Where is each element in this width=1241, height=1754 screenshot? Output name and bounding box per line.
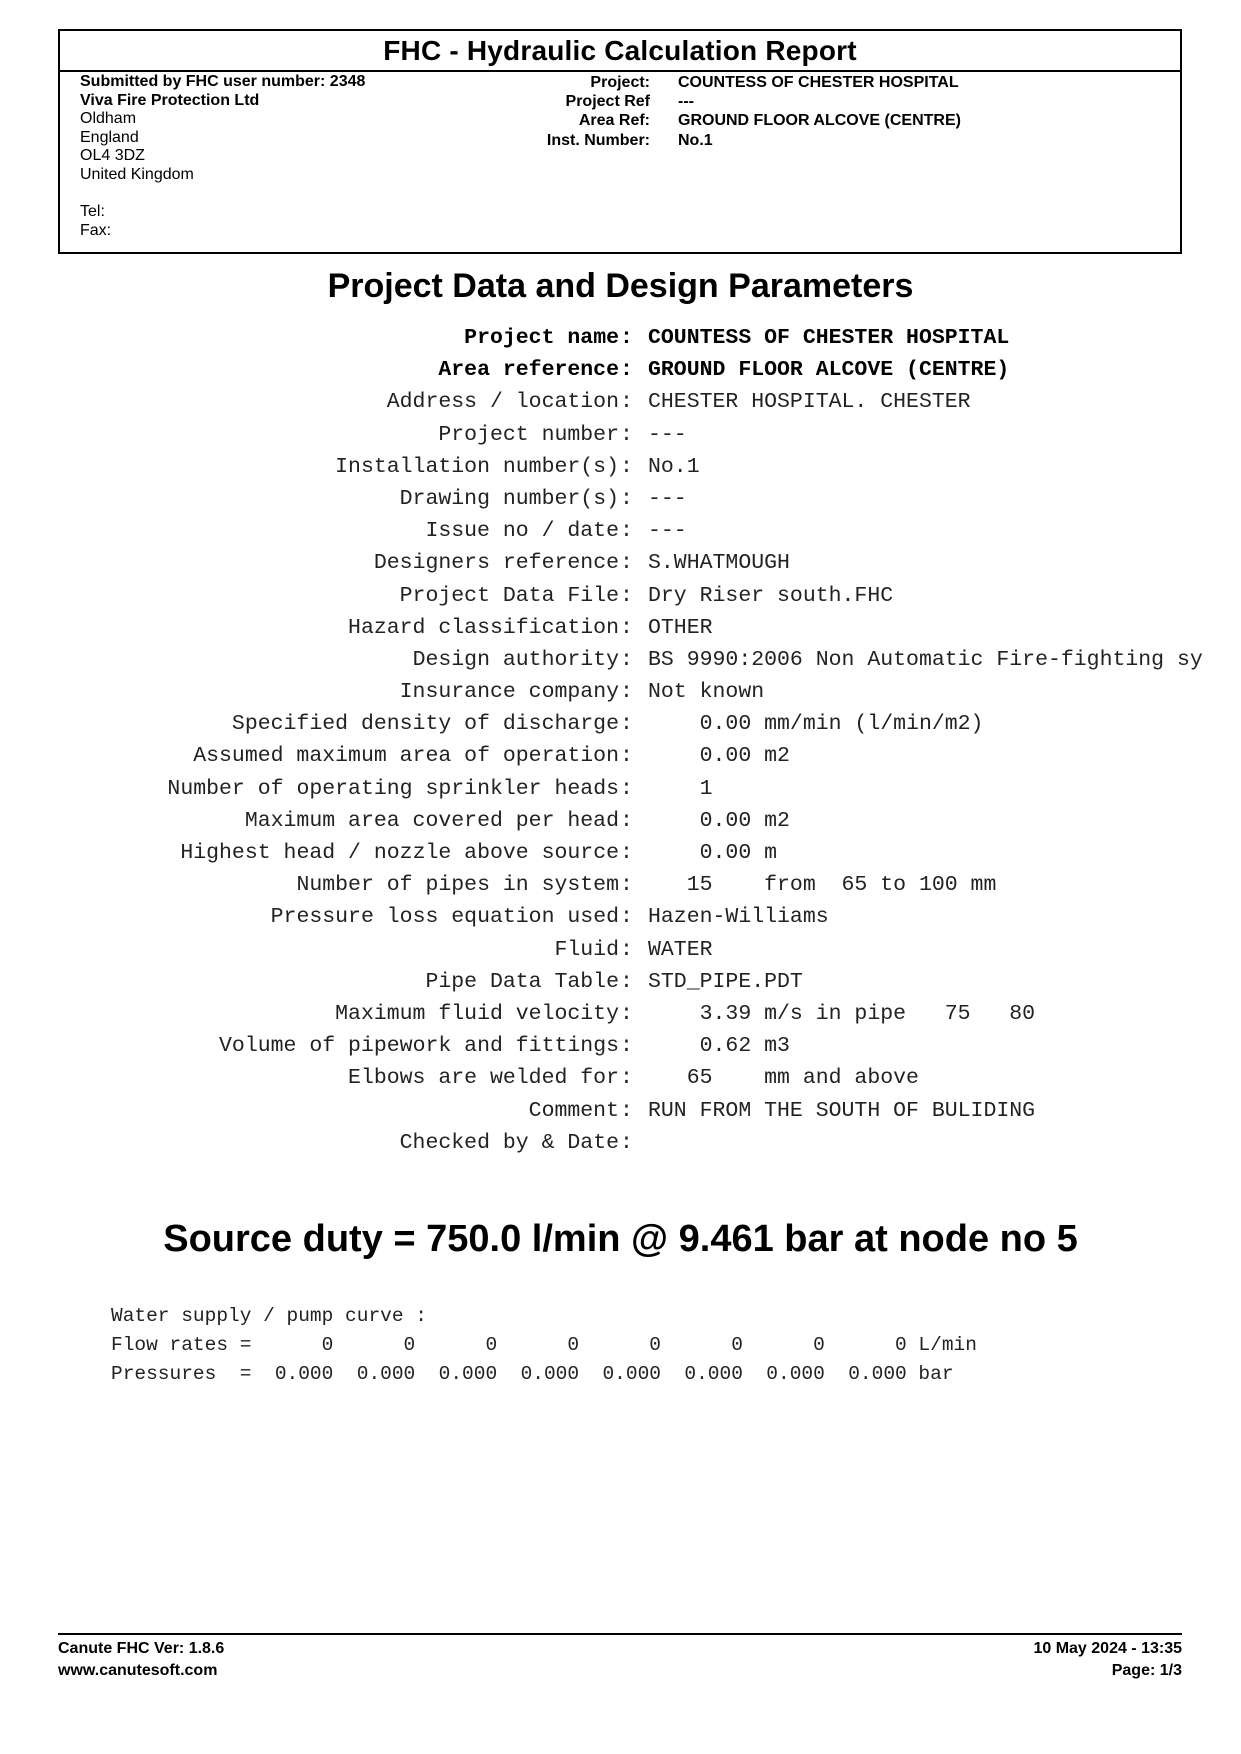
parameter-row	[0, 644, 1241, 676]
parameter-label: Specified density of discharge	[231, 712, 619, 737]
area-ref-label: Area Ref:	[578, 112, 650, 130]
parameter-separator: :	[620, 841, 633, 865]
parameter-label: Pressure loss equation used	[270, 905, 619, 930]
parameter-row	[0, 1030, 1241, 1062]
parameter-row	[0, 1062, 1241, 1094]
parameter-row	[0, 901, 1241, 933]
parameter-separator: :	[620, 583, 633, 608]
parameter-value: 0.00 m	[648, 841, 778, 865]
parameter-row	[0, 419, 1241, 451]
water-supply-block	[111, 1302, 977, 1389]
parameter-row	[0, 869, 1241, 901]
parameter-label: Issue no / date	[425, 519, 619, 544]
parameter-value: OTHER	[648, 615, 713, 640]
parameter-separator: :	[620, 422, 633, 447]
parameter-value: Hazen-Williams	[648, 905, 829, 930]
parameter-label: Installation number(s)	[335, 454, 619, 479]
parameter-label: Pipe Data Table	[425, 969, 619, 994]
parameter-row	[0, 483, 1241, 515]
parameter-value: ---	[648, 486, 687, 511]
parameter-value: ---	[648, 519, 687, 544]
parameter-value: 0.00 m2	[648, 808, 790, 833]
parameter-label: Insurance company	[399, 680, 619, 705]
parameter-separator: :	[620, 744, 633, 769]
parameter-value: STD_PIPE.PDT	[648, 969, 803, 994]
parameter-value: 15 from 65 to 100 mm	[648, 873, 997, 898]
parameter-label: Number of pipes in system	[296, 873, 619, 898]
parameter-row	[0, 1095, 1241, 1127]
parameter-row	[0, 837, 1241, 869]
source-duty: Source duty = 750.0 l/min @ 9.461 bar at node no 5	[163, 1218, 1078, 1260]
parameter-separator: :	[620, 1066, 633, 1091]
parameter-label: Elbows are welded for	[348, 1066, 619, 1091]
parameter-separator: :	[620, 647, 633, 672]
project-ref-value: ---	[678, 93, 694, 111]
parameter-row	[0, 676, 1241, 708]
parameter-label: Project Data File	[399, 583, 619, 608]
inst-number-label: Inst. Number:	[546, 131, 650, 149]
submitter-user-number: Submitted by FHC user number: 2348	[80, 73, 366, 90]
parameter-label: Checked by & Date	[399, 1130, 619, 1155]
page-number: Page: 1/3	[1111, 1662, 1182, 1679]
parameter-label: Design authority	[412, 647, 619, 672]
parameter-separator: :	[620, 680, 633, 705]
parameter-separator: :	[620, 519, 633, 544]
parameter-label: Project name	[464, 326, 619, 350]
parameter-label: Maximum area covered per head	[244, 808, 619, 833]
parameter-value: CHESTER HOSPITAL. CHESTER	[648, 390, 971, 415]
parameter-label: Number of operating sprinkler heads	[167, 776, 619, 801]
parameter-value: 0.62 m3	[648, 1034, 790, 1059]
section-title: Project Data and Design Parameters	[327, 267, 914, 305]
parameter-row	[0, 998, 1241, 1030]
parameters-list	[0, 322, 1241, 1159]
fax-label: Fax:	[80, 221, 112, 239]
parameter-row	[0, 740, 1241, 772]
footer-right	[1033, 1638, 1182, 1682]
parameter-separator: :	[620, 551, 633, 576]
parameter-separator: :	[620, 615, 633, 640]
parameter-row	[0, 580, 1241, 612]
parameter-label: Address / location	[386, 390, 619, 415]
project-label: Project:	[590, 74, 650, 91]
parameter-value: 0.00 m2	[648, 744, 790, 769]
parameter-separator: :	[620, 1098, 633, 1123]
parameter-label: Highest head / nozzle above source	[180, 841, 619, 865]
parameter-label: Area reference	[438, 358, 619, 383]
parameter-label: Designers reference	[373, 551, 619, 576]
parameter-row	[0, 322, 1241, 354]
parameter-value: 3.39 m/s in pipe 75 80	[648, 1001, 1036, 1026]
parameter-separator: :	[620, 454, 633, 479]
parameter-separator: :	[620, 486, 633, 511]
software-version: Canute FHC Ver: 1.8.6	[58, 1640, 225, 1657]
parameter-row	[0, 708, 1241, 740]
parameter-value: Not known	[648, 680, 765, 705]
parameter-label: Drawing number(s)	[399, 486, 619, 511]
report-datetime: 10 May 2024 - 13:35	[1033, 1640, 1182, 1657]
parameter-row	[0, 451, 1241, 483]
project-value: COUNTESS OF CHESTER HOSPITAL	[678, 74, 959, 91]
tel-label: Tel:	[80, 203, 105, 221]
parameter-separator: :	[620, 1001, 633, 1026]
parameter-separator: :	[620, 390, 633, 415]
parameter-value: S.WHATMOUGH	[648, 551, 790, 576]
report-header	[58, 29, 1182, 254]
parameter-row	[0, 773, 1241, 805]
parameter-label: Assumed maximum area of operation	[193, 744, 619, 769]
parameter-label: Fluid	[554, 937, 619, 962]
parameter-value: COUNTESS OF CHESTER HOSPITAL	[648, 326, 1010, 350]
parameter-separator: :	[620, 1034, 633, 1059]
parameter-value: WATER	[648, 937, 713, 962]
footer-left	[58, 1638, 224, 1682]
parameter-value: RUN FROM THE SOUTH OF BULIDING	[648, 1098, 1036, 1123]
report-title-row	[60, 31, 1180, 72]
parameter-row	[0, 515, 1241, 547]
parameter-label: Comment	[528, 1098, 619, 1123]
report-title: FHC - Hydraulic Calculation Report	[383, 35, 857, 66]
parameter-row	[0, 1127, 1241, 1159]
parameter-row	[0, 805, 1241, 837]
parameter-separator: :	[620, 808, 633, 833]
parameter-label: Hazard classification	[348, 615, 619, 640]
parameter-value: 1	[648, 776, 713, 801]
parameter-value: ---	[648, 422, 687, 447]
submitter-address-line: England	[80, 128, 139, 146]
inst-number-value: No.1	[678, 131, 713, 149]
parameter-value: Dry Riser south.FHC	[648, 583, 894, 608]
parameter-separator: :	[620, 326, 633, 350]
submitter-address-line: OL4 3DZ	[80, 147, 145, 165]
parameter-separator: :	[620, 1130, 633, 1155]
submitter-address-line: United Kingdom	[80, 165, 194, 183]
project-info-values	[678, 73, 961, 150]
parameter-row	[0, 934, 1241, 966]
project-info-labels	[500, 73, 650, 150]
parameter-separator: :	[620, 905, 633, 930]
submitter-address-line: Oldham	[80, 110, 137, 128]
parameter-value: GROUND FLOOR ALCOVE (CENTRE)	[648, 358, 1010, 383]
parameter-value: No.1	[648, 454, 700, 479]
parameter-row	[0, 386, 1241, 418]
parameter-row	[0, 612, 1241, 644]
parameter-row	[0, 966, 1241, 998]
parameter-separator: :	[620, 712, 633, 737]
parameter-label: Maximum fluid velocity	[335, 1001, 619, 1026]
parameter-row	[0, 354, 1241, 386]
flow-rates-line: Flow rates = 0 0 0 0 0 0 0 0 L/min	[111, 1334, 977, 1356]
water-supply-heading: Water supply / pump curve :	[111, 1305, 427, 1327]
parameter-separator: :	[620, 358, 633, 383]
project-ref-label: Project Ref	[565, 93, 650, 111]
parameter-label: Volume of pipework and fittings	[219, 1034, 619, 1059]
submitter-block	[80, 73, 365, 240]
parameter-value: 0.00 mm/min (l/min/m2)	[648, 712, 984, 737]
parameter-row	[0, 547, 1241, 579]
parameter-separator: :	[620, 937, 633, 962]
parameter-value: 65 mm and above	[648, 1066, 919, 1091]
parameter-separator: :	[620, 969, 633, 994]
parameter-separator: :	[620, 873, 633, 898]
website-link[interactable]: www.canutesoft.com	[58, 1662, 218, 1679]
footer-divider	[58, 1633, 1182, 1635]
parameter-separator: :	[620, 776, 633, 801]
submitter-company: Viva Fire Protection Ltd	[80, 91, 260, 109]
pressures-line: Pressures = 0.000 0.000 0.000 0.000 0.000 0.000 0.000 0.000 bar	[111, 1363, 954, 1385]
parameter-value: BS 9990:2006 Non Automatic Fire-fighting sy	[648, 647, 1203, 672]
parameter-label: Project number	[438, 422, 619, 447]
area-ref-value: GROUND FLOOR ALCOVE (CENTRE)	[678, 112, 961, 130]
